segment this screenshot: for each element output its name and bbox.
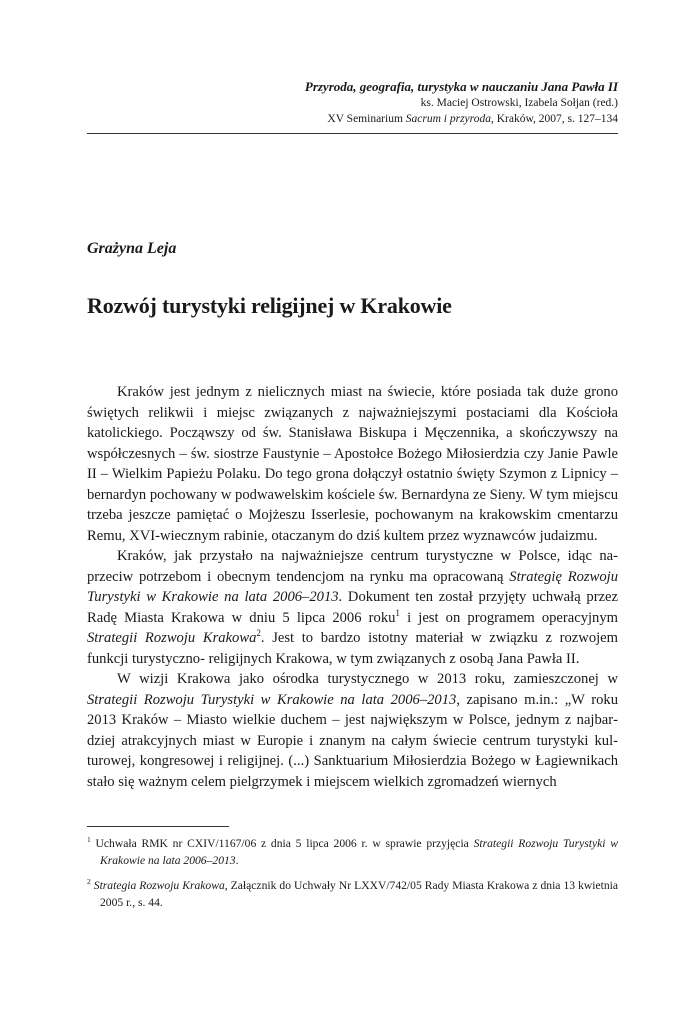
editors-line: ks. Maciej Ostrowski, Izabela Sołjan (red.) (420, 97, 618, 109)
seminar-suffix: , Kraków, 2007, s. 127–134 (490, 113, 618, 125)
footnote-1-text-c: . (235, 853, 239, 867)
article-title: Rozwój turystyki religijnej w Krakowie (87, 293, 452, 318)
footnote-ref-2[interactable]: 2 (256, 628, 261, 639)
p3-italic-strategy: Strategii Rozwoju Turystyki w Krakowie na lata 2006–2013 (87, 691, 457, 708)
footnote-2 (87, 878, 618, 911)
header-divider (87, 133, 618, 134)
article-author: Grażyna Leja (87, 240, 177, 257)
seminar-prefix: XV Seminarium (327, 113, 406, 125)
footnote-ref-1[interactable]: 1 (395, 607, 400, 618)
paragraph-1: Kraków jest jednym z nielicznych miast na świecie, które posiada tak duże grono świętych relikwii i miejsc związanych z najważniejszymi postaciami dla Kościoła katolickiego. Począwszy od św. Stanisława Biskupa i Męczennika, a skończywszy na współczesnych – św. siostrze Faustynie – Apostołce Bożego Miłosierdzia czy Janie Pawle II – Wielkim Papieżu Polaku. Do tego grona dołączył ostatnio święty Szymon z Lipnicy – bernardyn pochowany w podwawelskim kościele św. Bernardyna ze Sieny. W tym miejscu trzeba jeszcze pamiętać o Mojżeszu Isserlesie, pochowanym na krakowskim cmentarzu Remu, XVI-wiecznym rabinie, otaczanym do dziś kultem przez wyznawców judaizmu. (87, 384, 618, 544)
p2-text-a: Kraków, jak przystało na najważniejsze centrum turystyczne w Polsce, idąc naprzeciw potrzebom i obecnym tendencjom na rynku ma opracowaną (87, 548, 618, 585)
p3-text-a: W wizji Krakowa jako ośrodka turystycznego w 2013 roku, zamieszczonej w (117, 671, 618, 687)
article-body (87, 382, 618, 792)
footnote-1 (87, 836, 618, 869)
footnote-2-number: 2 (87, 877, 91, 887)
paragraph-3 (87, 669, 618, 792)
p2-text-f: . Jest to bardzo istotny materiał w związku z rozwojem funkcji turystyczno- religijnych Krakowa, w tym związanych z osobą Jana Pawła II. (87, 630, 618, 667)
p2-italic-strategy: Strategię Rozwoju Turystyki w Krakowie na lata 2006–2013 (87, 568, 618, 605)
footnotes (87, 836, 618, 920)
series-title: Przyroda, geografia, turystyka w nauczaniu Jana Pawła II (304, 79, 618, 94)
seminar-line (58, 111, 618, 127)
p2-italic-krakow: Strategii Rozwoju Krakowa (87, 630, 257, 646)
p3-text-c: , zapisano m.in.: „W roku 2013 Kraków – Miasto wielkie duchem – jest największym w Polsce, jednym z najbardziej atrakcyjnych miast w Europie i znanym na całym świecie centrum turystyki kulturowej, kongresowej i religijnej. (...) Sanktuarium Miłosierdzia Bożego w Łagiewnikach stało się ważnym celem pielgrzymek i miejscem wielkich zgromadzeń wiernych (87, 691, 618, 790)
p2-text-d: i jest on programem operacyjnym (399, 609, 618, 626)
p2-text-c: . Dokument ten został przyjęty uchwałą przez Radę Miasta Krakowa w dniu 5 lipca 2006 roku (87, 589, 618, 626)
footnote-divider (87, 826, 229, 827)
footnote-1-text-a: Uchwała RMK nr CXIV/1167/06 z dnia 5 lipca 2006 r. w sprawie przyjęcia (95, 837, 474, 850)
seminar-name: Sacrum i przyroda (405, 113, 491, 125)
footnote-1-italic: Strategii Rozwoju Turystyki w Krakowie na lata 2006–2013 (100, 837, 619, 867)
footnote-1-number: 1 (87, 835, 91, 845)
footnote-2-italic: Strategia Rozwoju Krakowa (93, 879, 225, 892)
paragraph-2 (87, 546, 618, 669)
running-header (58, 78, 618, 127)
footnote-2-text-b: , Załącznik do Uchwały Nr LXXV/742/05 Rady Miasta Krakowa z dnia 13 kwietnia 2005 r., s. 44. (100, 879, 618, 909)
